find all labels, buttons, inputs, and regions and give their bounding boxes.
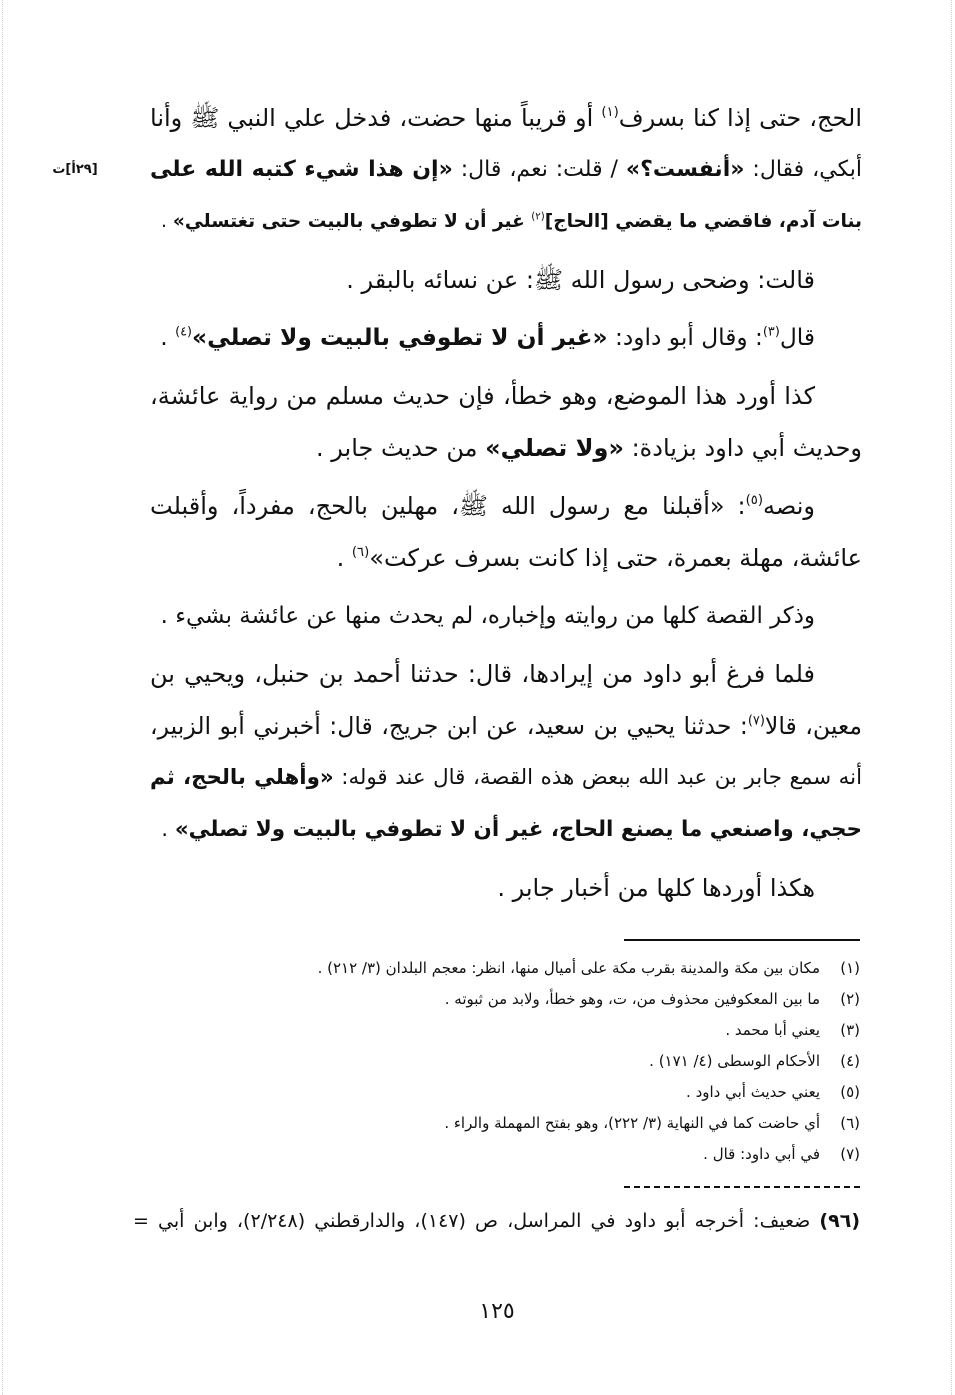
text-run: / قلت: نعم، قال:	[452, 157, 626, 182]
text-run: أنه سمع جابر بن عبد الله ببعض هذه القصة، قال عند قوله:	[333, 765, 863, 790]
text-line	[150, 92, 862, 144]
text-run: وذكر القصة كلها من روايته وإخباره، لم يحدث منها عن عائشة بشيء .	[160, 603, 815, 629]
text-run: : حدثنا يحيي بن سعيد، عن ابن جريج، قال: أخبرني أبو الزبير،	[150, 712, 748, 740]
text-run: معين، قالا	[764, 712, 863, 740]
footnote-ref: (٧)	[747, 713, 765, 729]
footnote-separator	[624, 939, 860, 941]
footnote-text: يعني أبا محمد .	[725, 1021, 820, 1039]
hadith-takhrij-text: ضعيف: أخرجه أبو داود في المراسل، ص (١٤٧)، والدارقطني (٢/٢٤٨)، وابن أبي =	[133, 1210, 811, 1232]
text-run: الحج، حتى إذا كنا بسرف	[618, 104, 862, 132]
text-run: قال	[779, 324, 815, 351]
footnote-ref: (١)	[601, 105, 619, 121]
manuscript-folio-note: [٢٩أ]ت	[52, 162, 98, 177]
footnote-number: (٥)	[840, 1083, 860, 1101]
footnote-text: مكان بين مكة والمدينة بقرب مكة على أميال منها، انظر: معجم البلدان (٣/ ٢١٢) .	[317, 959, 820, 977]
footnote-number: (٣)	[840, 1021, 860, 1039]
text-run: أبكي، فقال:	[744, 157, 862, 182]
footnote-number: (٦)	[840, 1114, 860, 1132]
footnote	[130, 1046, 860, 1077]
footnote-text: يعني حديث أبي داود .	[686, 1083, 820, 1101]
footnote-ref: (٣)	[762, 324, 780, 340]
text-run: .	[160, 324, 176, 351]
footnote	[130, 953, 860, 984]
paragraph	[150, 92, 862, 248]
text-line	[150, 862, 862, 914]
text-line	[150, 590, 862, 642]
quoted-text: بنات آدم، فاقضي ما يقضي [الحاج]	[544, 211, 862, 232]
paragraph	[150, 370, 862, 474]
footnote-ref: (٢)	[531, 211, 545, 223]
paragraph	[150, 862, 862, 914]
quoted-text: «ولا تصلي»	[485, 434, 624, 462]
text-run: .	[161, 211, 173, 232]
footnote-text: في أبي داود: قال .	[703, 1145, 820, 1163]
paragraph	[150, 254, 862, 306]
paragraph	[150, 480, 862, 584]
text-line	[150, 422, 862, 474]
footnote	[130, 1108, 860, 1139]
quoted-text: «غير أن لا تطوفي بالبيت ولا تصلي»	[192, 324, 608, 351]
footnote-text: ما بين المعكوفين محذوف من، ت، وهو خطأ، ولابد من ثبوته .	[444, 990, 820, 1008]
text-run: فلما فرغ أبو داود من إيرادها، قال: حدثنا أحمد بن حنبل، ويحيي بن	[150, 660, 815, 688]
page-number: ١٢٥	[479, 1299, 515, 1324]
main-text	[150, 92, 862, 914]
text-line	[150, 254, 862, 306]
text-run: ونصه	[763, 492, 815, 520]
text-run: : «أقبلنا مع رسول الله ﷺ، مهلين بالحج، مفرداً، وأقبلت	[150, 492, 746, 520]
text-run: من حديث جابر .	[316, 434, 486, 462]
footnote	[130, 1015, 860, 1046]
quoted-text: «إن هذا شيء كتبه الله على	[150, 157, 453, 182]
text-line	[150, 700, 862, 752]
quoted-text: حجي، واصنعي ما يصنع الحاج، غير أن لا تطوفي بالبيت ولا تصلي»	[174, 817, 862, 842]
footnote-number: (٢)	[840, 990, 860, 1008]
footnote	[130, 984, 860, 1015]
scan-edge-left	[2, 0, 3, 1395]
text-line	[150, 752, 862, 804]
footnote-ref: (٤)	[175, 324, 193, 340]
text-run: عائشة، مهلة بعمرة، حتى إذا كانت بسرف عركت»	[369, 544, 862, 572]
footnote-number: (١)	[840, 959, 860, 977]
text-line	[150, 144, 862, 196]
text-line	[150, 370, 862, 422]
footnote-ref: (٥)	[745, 493, 764, 509]
text-line	[150, 312, 862, 364]
footnote-text: الأحكام الوسطى (٤/ ١٧١) .	[649, 1052, 820, 1070]
text-run: كذا أورد هذا الموضع، وهو خطأ، فإن حديث مسلم من رواية عائشة،	[150, 382, 815, 410]
footnote-ref: (٦)	[351, 545, 370, 561]
text-line	[150, 480, 862, 532]
text-line	[150, 804, 862, 856]
footnote	[130, 1139, 860, 1170]
text-line	[150, 648, 862, 700]
text-line	[150, 532, 862, 584]
hadith-number: (٩٦)	[819, 1210, 860, 1232]
paragraph	[150, 312, 862, 364]
text-run: .	[161, 817, 175, 842]
text-run: .	[336, 544, 352, 572]
paragraph	[150, 648, 862, 856]
text-run: : وقال أبو داود:	[607, 324, 763, 351]
quoted-text: «أنفست؟»	[625, 157, 745, 182]
footnote	[130, 1077, 860, 1108]
text-run: أو قريباً منها حضت، فدخل علي النبي ﷺ وأنا	[150, 104, 602, 132]
quoted-text: «وأهلي بالحج، ثم	[150, 765, 334, 790]
quoted-text: غير أن لا تطوفي بالبيت حتى تغتسلي»	[172, 211, 532, 232]
text-line	[150, 196, 862, 248]
text-run: هكذا أوردها كلها من أخبار جابر .	[497, 874, 815, 902]
scan-edge-right	[951, 0, 952, 1395]
hadith-note-separator	[624, 1186, 860, 1188]
footnote-number: (٤)	[840, 1052, 860, 1070]
text-run: قالت: وضحى رسول الله ﷺ: عن نسائه بالبقر .	[346, 266, 815, 294]
footnote-text: أي حاضت كما في النهاية (٣/ ٢٢٢)، وهو بفتح المهملة والراء .	[444, 1114, 820, 1132]
text-run: وحديث أبي داود بزيادة:	[623, 434, 862, 462]
hadith-takhrij-note	[133, 1206, 860, 1236]
paragraph	[150, 590, 862, 642]
footnote-number: (٧)	[840, 1145, 860, 1163]
footnotes	[130, 953, 860, 1170]
